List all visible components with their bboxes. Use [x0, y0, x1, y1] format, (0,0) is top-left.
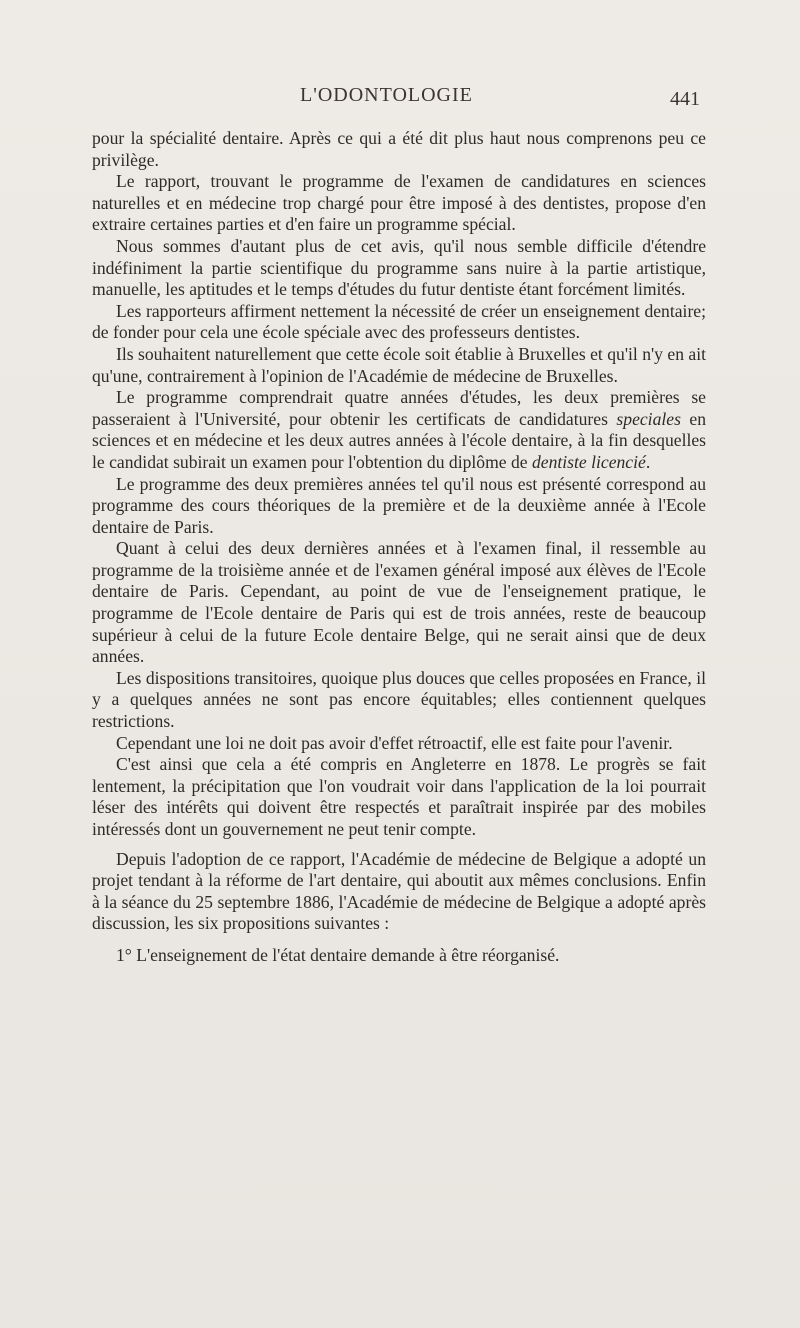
text-run: .: [645, 451, 651, 472]
italic-run: speciales: [616, 408, 681, 429]
paragraph: Les dispositions transitoires, quoique plus douces que celles proposées en France, il y a quelques années ne sont pas encore équitables; elles contiennent quelques restrictions.: [92, 667, 706, 732]
paragraph-academie: Depuis l'adoption de ce rapport, l'Académie de médecine de Belgique a adopté un projet tendant à la réforme de l'art dentaire, qui aboutit aux mêmes conclusions. Enfin à la séance du 25 septembre 1886, l'Académie de médecine de Belgique a adopté après discussion, les six propositions suivantes :: [92, 848, 706, 934]
text-run: Le programme comprendrait quatre années d'études, les deux premières se passeraient à l'Université, pour obtenir les certificats de candidatures: [92, 387, 706, 429]
italic-run: dentiste licencié: [531, 451, 646, 472]
paragraph: pour la spécialité dentaire. Après ce qui a été dit plus haut nous comprenons peu ce privilège.: [92, 128, 706, 170]
paragraph: Ils souhaitent naturellement que cette école soit établie à Bruxelles et qu'il n'y en ait qu'une, contrairement à l'opinion de l'Académie de médecine de Bruxelles.: [92, 343, 706, 386]
proposition-item: 1° L'enseignement de l'état dentaire demande à être réorganisé.: [116, 944, 560, 965]
paragraph: Nous sommes d'autant plus de cet avis, qu'il nous semble difficile d'étendre indéfiniment la partie scientifique du programme sans nuire à la partie artistique, manuelle, les aptitudes et le temps d'études du futur dentiste étant forcément limités.: [92, 235, 706, 300]
paragraph: Le programme des deux premières années tel qu'il nous est présenté correspond au programme des cours théoriques de la première et de la deuxième année à l'Ecole dentaire de Paris.: [92, 473, 706, 537]
page-number: 441: [670, 88, 700, 110]
paragraph: Cependant une loi ne doit pas avoir d'effet rétroactif, elle est faite pour l'avenir.: [116, 732, 673, 753]
running-title: L'ODONTOLOGIE: [300, 84, 473, 106]
paragraph: Le rapport, trouvant le programme de l'examen de candidatures en sciences naturelles et en médecine trop chargé pour être imposé à des dentistes, propose d'en extraire certaines parties et d'en faire un programme spécial.: [92, 171, 706, 235]
paragraph: Les rapporteurs affirment nettement la nécessité de créer un enseignement dentaire; de fonder pour cela une école spéciale avec des professeurs dentistes.: [92, 300, 706, 343]
paragraph-programme: [92, 387, 706, 473]
body-text: [92, 128, 706, 967]
paragraph: Quant à celui des deux dernières années et à l'examen final, il ressemble au programme de la troisième année et de l'examen général imposé aux élèves de l'Ecole dentaire de Paris. Cependant, au point de vue de l'enseignement pratique, le programme de l'Ecole dentaire de Paris qui est de trois années, reste de beaucoup supérieur à celui de la future Ecole dentaire Belge, qui ne serait ainsi que de deux années.: [92, 538, 706, 667]
text-run: en sciences et en médecine et les deux autres années à l'école dentaire, à la fin desquelles le candidat subirait un examen pour l'obtention du diplôme de: [92, 408, 706, 472]
paragraph: C'est ainsi que cela a été compris en Angleterre en 1878. Le progrès se fait lentement, la précipitation que l'on voudrait voir dans l'application de la loi pourrait léser des intérêts qui doivent être respectés et paraîtrait inspirée par des mobiles intéressés dont un gouvernement ne peut tenir compte.: [92, 754, 706, 839]
